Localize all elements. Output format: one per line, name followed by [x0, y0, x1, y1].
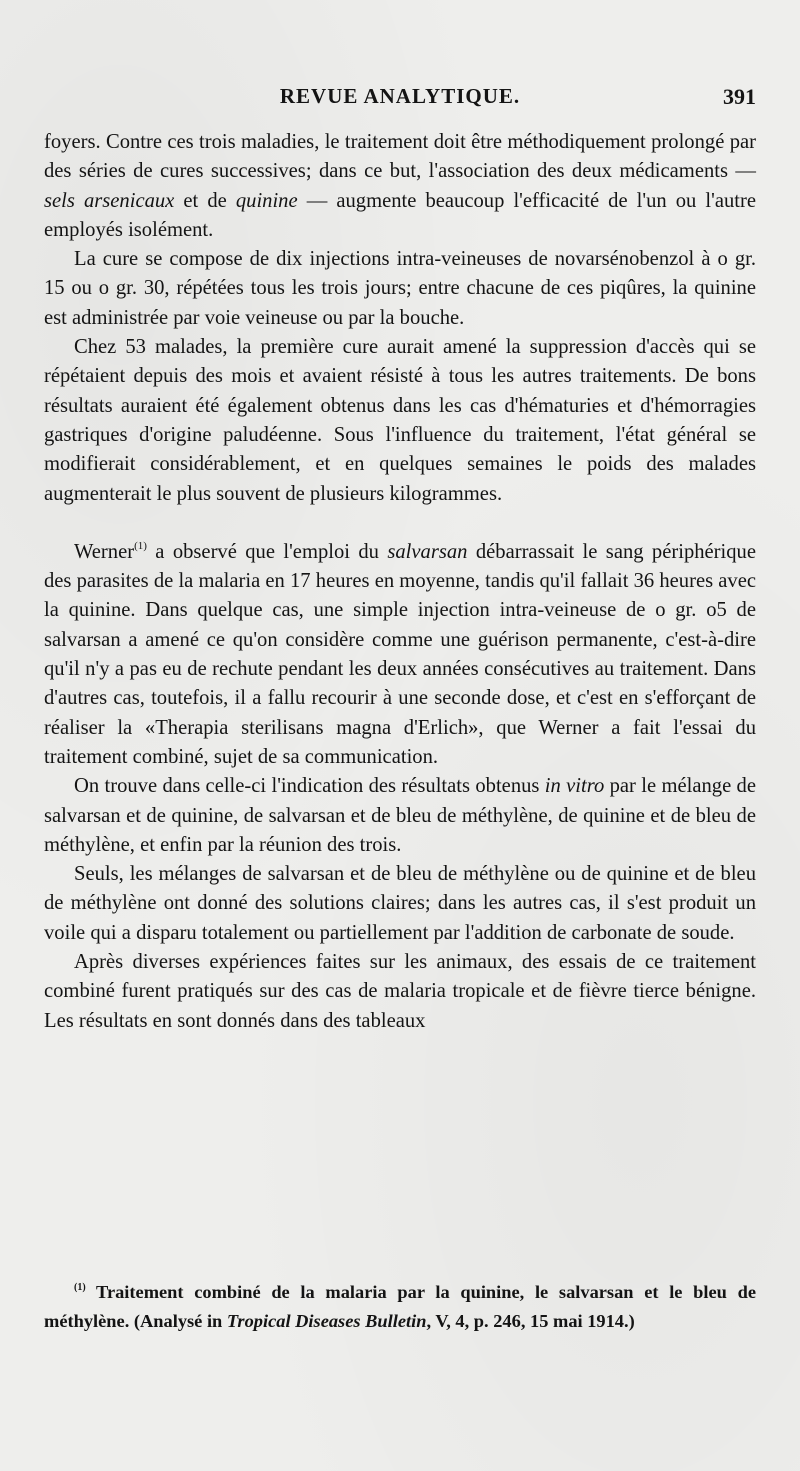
footnote-text-b: , V, 4, p. 246, 15 mai 1914.) [426, 1311, 635, 1331]
page-header [44, 84, 756, 116]
paragraph-3: Chez 53 malades, la première cure aurait amené la suppression d'accès qui se répétaient depuis des mois et avaient résisté à tous les autres traitements. De bons résultats auraient été également obtenus dans les cas d'hématuries et d'hémorragies gastriques d'origine paludéenne. Sous l'influence du traitement, l'état général se modifierait considérablement, et en quelques semaines le poids des malades augmenterait le plus souvent de plusieurs kilogrammes. [44, 336, 756, 505]
paragraph-4-text-c: débarrassait le sang périphérique des parasites de la malaria en 17 heures en moyenne, tandis qu'il fallait 36 heures avec la quinine. Dans quelque cas, une simple injection intra-veineuse de o gr. o5 de salvarsan a amené ce qu'on considère comme une guérison permanente, c'est-à-dire qu'il n'y a pas eu de rechute pendant les deux années consécutives au traitement. Dans d'autres cas, toutefois, il a fallu recourir à une seconde dose, et c'est en s'efforçant de réaliser la «Therapia sterilisans magna d'Erlich», que Werner a fait l'essai du traitement combiné, sujet de sa communication. [44, 540, 756, 768]
paragraph-4 [44, 538, 756, 772]
page-number: 391 [723, 84, 756, 109]
footnote-1 [44, 1278, 756, 1336]
footnotes [44, 1278, 756, 1336]
paragraph-1-text-a: foyers. Contre ces trois maladies, le traitement doit être méthodiquement prolongé par des séries de cures successives; dans ce but, l'association des deux médicaments — [44, 131, 756, 183]
paragraph-1-text-b: et de [174, 189, 236, 212]
paragraph-5 [44, 772, 756, 860]
footnote-marker: (1) [74, 1282, 86, 1293]
paragraph-1 [44, 128, 756, 245]
term-salvarsan: salvarsan [387, 540, 468, 563]
paragraph-1-text-c: — augmente beaucoup l'efficacité de l'un ou l'autre employés isolément. [44, 189, 757, 241]
term-quinine: quinine [235, 189, 298, 212]
paragraph-4-text-b: a observé que l'emploi du [146, 540, 388, 563]
footnote-reference: (1) [134, 539, 147, 552]
paragraph-6: Seuls, les mélanges de salvarsan et de bleu de méthylène ou de quinine et de bleu de méthylène ont donné des solutions claires; dans les autres cas, il s'est produit un voile qui a disparu totalement ou partiellement par l'addition de carbonate de soude. [44, 863, 756, 944]
body-text [44, 128, 756, 1036]
footnote-journal-title: Tropical Diseases Bulletin [226, 1311, 427, 1331]
paragraph-2: La cure se compose de dix injections intra-veineuses de novarsénobenzol à o gr. 15 ou o gr. 30, répétées tous les trois jours; entre chacune de ces piqûres, la quinine est administrée par voie veineuse ou par la bouche. [44, 248, 756, 329]
running-title: REVUE ANALYTIQUE. [279, 84, 521, 108]
footnote-text-a: Traitement combiné de la malaria par la quinine, le salvarsan et le bleu de méthylène. (Analysé in [44, 1282, 756, 1331]
paragraph-7: Après diverses expériences faites sur les animaux, des essais de ce traitement combiné furent pratiqués sur des cas de malaria tropicale et de fièvre tierce bénigne. Les résultats en sont donnés dans des tableaux [44, 951, 756, 1032]
paragraph-4-text-a: Werner [74, 540, 135, 563]
term-in-vitro: in vitro [544, 775, 605, 798]
paragraph-5-text-b: par le mélange de salvarsan et de quinine, de salvarsan et de bleu de méthylène, de quinine et de bleu de méthylène, et enfin par la réunion des trois. [44, 775, 756, 856]
term-sels-arsenicaux: sels arsenicaux [44, 189, 175, 212]
paragraph-5-text-a: On trouve dans celle-ci l'indication des résultats obtenus [74, 775, 545, 798]
